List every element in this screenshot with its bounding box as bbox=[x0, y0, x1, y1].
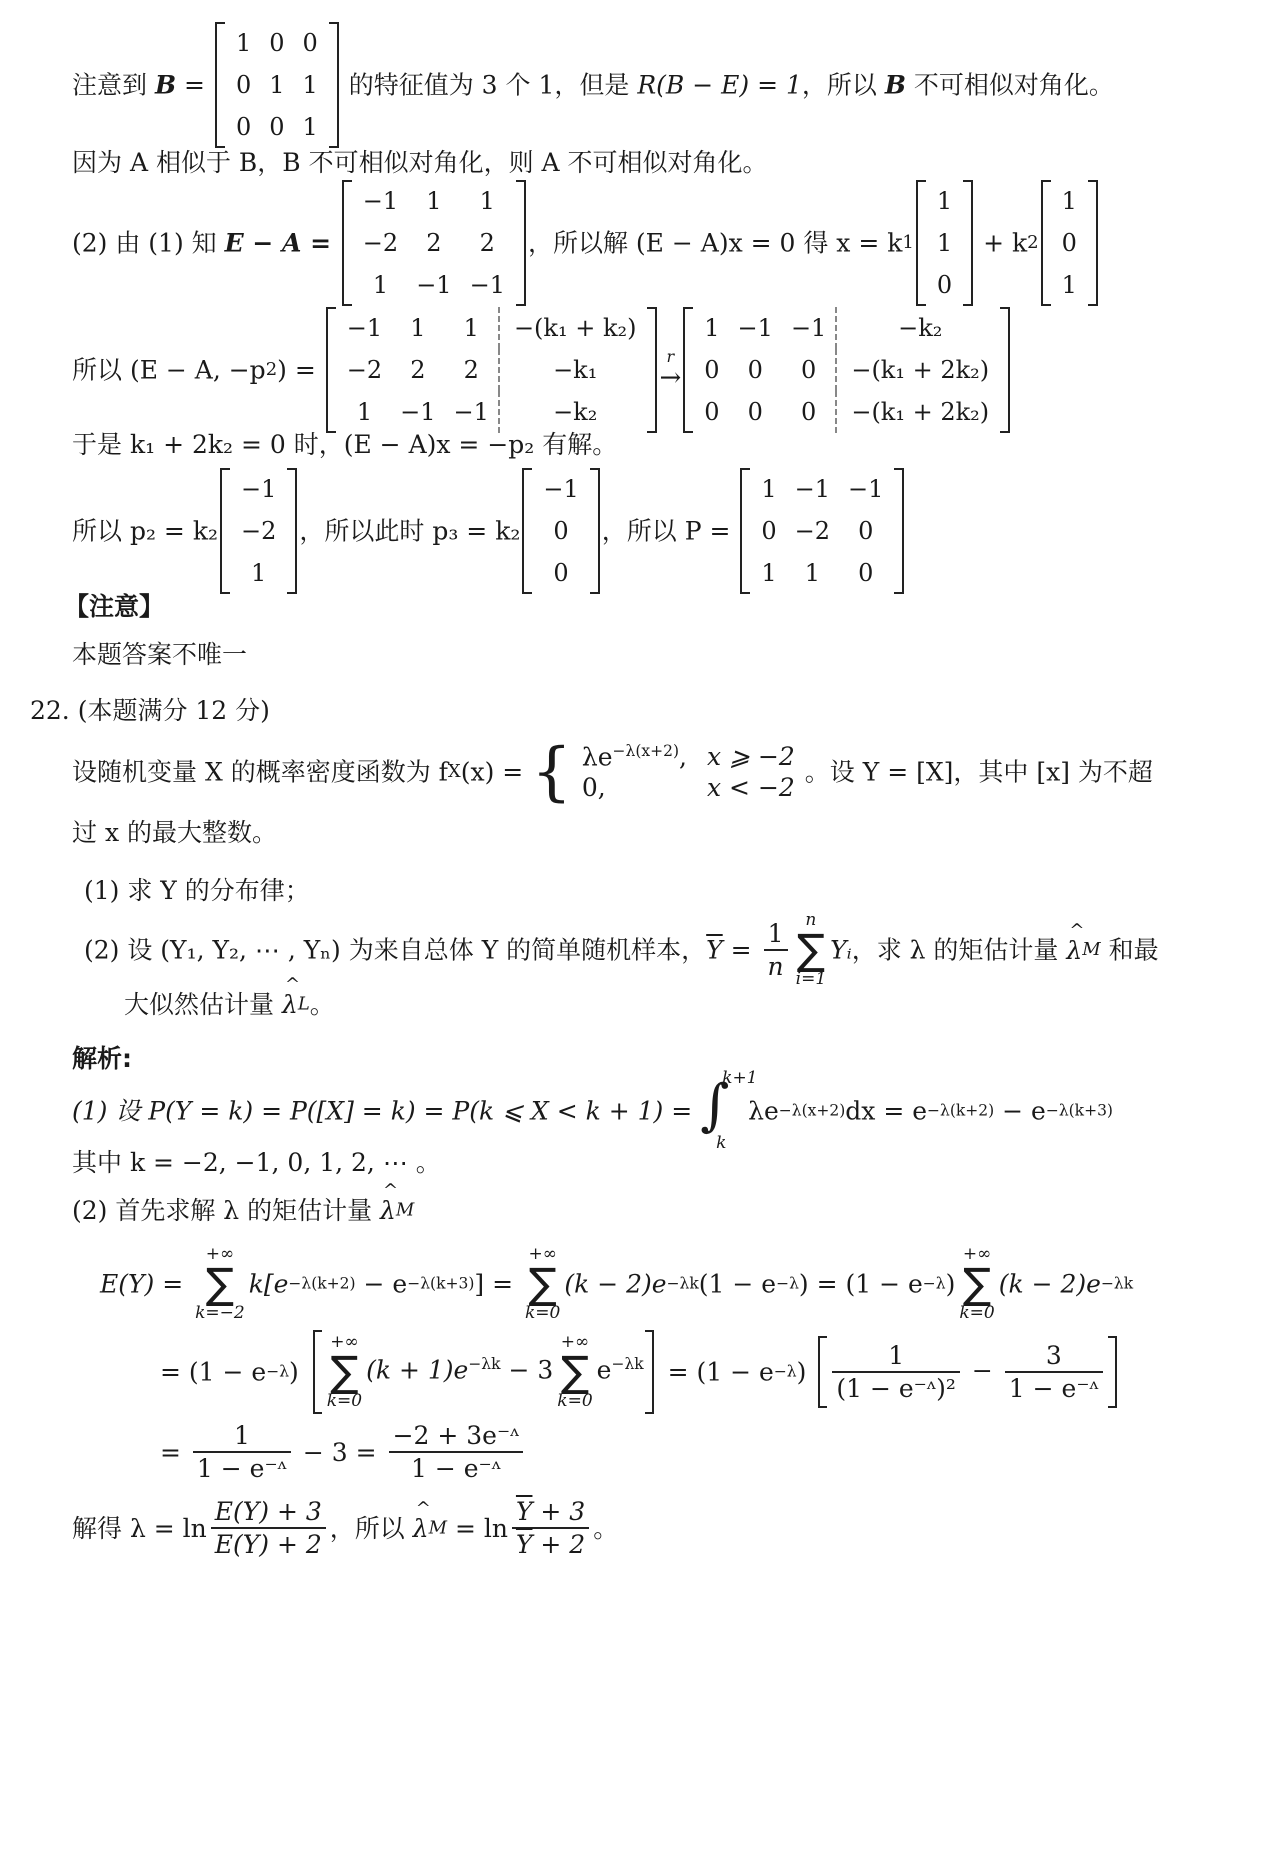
solvable-condition: 于是 k₁ + 2k₂ = 0 时，(E − A)x = −p₂ 有解。 bbox=[72, 430, 618, 459]
matrix-cell: −1 bbox=[469, 271, 505, 299]
matrix-cell: 0 bbox=[747, 398, 763, 426]
matrix-cell: 0 bbox=[269, 29, 285, 57]
question-22-title: 22. (本题满分 12 分) bbox=[30, 696, 270, 725]
matrix-cell: −1 bbox=[400, 398, 436, 426]
matrix-B bbox=[215, 22, 339, 148]
fraction-1-over-n: $\frac{1}{n}$ bbox=[764, 918, 788, 983]
matrix-cell: 0 bbox=[800, 398, 817, 426]
matrix-cell: 0 bbox=[747, 356, 763, 384]
matrix-cell: 1 bbox=[372, 271, 389, 299]
question-22-part1: (1) 求 Y 的分布律； bbox=[84, 876, 310, 905]
sum-sign: n ∑ i=1 bbox=[795, 910, 827, 989]
augmented-matrix-right bbox=[683, 307, 1010, 433]
matrix-cell: −k₁ bbox=[499, 349, 646, 391]
matrix-P bbox=[740, 468, 904, 594]
matrix-cell: −k₂ bbox=[836, 307, 998, 349]
matrix-cell: −1 bbox=[848, 475, 884, 503]
matrix-cell: 1 bbox=[1061, 187, 1077, 215]
matrix-cell: 2 bbox=[479, 229, 495, 257]
matrix-cell: 0 bbox=[704, 356, 720, 384]
matrix-cell: 0 bbox=[704, 398, 720, 426]
matrix-cell: −2 bbox=[362, 229, 399, 257]
matrix-E-minus-A bbox=[342, 180, 526, 306]
p2-p3-P: 所以 p₂ = k₂ −1 −2 1 ，所以此时 p₃ = k₂ −1 0 0 ，所以 P = 1 −1 −1 0 −2 0 1 1 0 bbox=[72, 468, 906, 594]
matrix-cell: 1 bbox=[426, 187, 442, 215]
matrix-cell: −(k₁ + k₂) bbox=[499, 307, 646, 349]
matrix-cell: −1 bbox=[240, 475, 277, 503]
matrix-cell: 0 bbox=[800, 356, 817, 384]
matrix-cell: 1 bbox=[302, 113, 318, 141]
matrix-cell: 1 bbox=[936, 229, 953, 257]
matrix-cell: 0 bbox=[553, 559, 569, 587]
matrix-cell: −(k₁ + 2k₂) bbox=[836, 391, 998, 433]
expectation-line-3: = $\frac{1}{\text{1 − e⁻ᶺ}}$ − 3 = $\frac{\text{−2 + 3e⁻ᶺ}}{\text{1 − e⁻ᶺ}}$ bbox=[160, 1420, 527, 1485]
matrix-cell: 1 bbox=[761, 559, 777, 587]
matrix-cell: −1 bbox=[794, 475, 831, 503]
matrix-cell: 1 bbox=[704, 314, 720, 342]
expectation-line-1: E(Y) = +∞ ∑ k=−2 k[e−λ(k+2) − e−λ(k+3)] = +∞ ∑ k=0 (k − 2)e−λk(1 − e−λ) = (1 − e−λ) +∞ ∑ k=0 (k − 2)e−λk bbox=[100, 1244, 1134, 1323]
matrix-cell: 2 bbox=[463, 356, 479, 384]
solution-part1-range: 其中 k = −2, −1, 0, 1, 2, ⋯ 。 bbox=[72, 1148, 441, 1177]
matrix-cell: −1 bbox=[346, 314, 383, 342]
matrix-cell: −1 bbox=[543, 475, 579, 503]
matrix-cell: −2 bbox=[346, 356, 383, 384]
cases-brace: { bbox=[531, 735, 572, 809]
note-text: 本题答案不唯一 bbox=[72, 640, 248, 669]
vector-2 bbox=[1041, 180, 1098, 306]
question-22-statement: 设随机变量 X 的概率密度函数为 fX(x) = { $\lambda e^{-\lambda(x+2)}$, x ⩾ −2 0, x < −2 。设 Y = [X]，其中 [x] 为不超 bbox=[72, 735, 1153, 809]
solution-part1: (1) 设 P(Y = k) = P([X] = k) = P(k ⩽ X < k + 1) = ∫ k+1 k λe−λ(x+2)dx = e−λ(k+2) − e−λ(k+3) bbox=[72, 1068, 1113, 1153]
question-22-part2: (2) 设 (Y₁, Y₂, ⋯ , Yₙ) 为来自总体 Y 的简单随机样本，$\overline{Y}$ = $\frac{1}{n}$ n ∑ i=1 Yᵢ，求 λ 的矩估计量 ^ λM 和最 bbox=[84, 912, 1159, 988]
matrix-cell: 0 bbox=[553, 517, 569, 545]
matrix-cell: −(k₁ + 2k₂) bbox=[836, 349, 998, 391]
matrix-cell: 0 bbox=[1061, 229, 1077, 257]
expectation-line-2: = (1 − e−λ) +∞ ∑ k=0 $(k + 1)e^{-\lambda k} - 3$ +∞ ∑ k=0 $e^{-\lambda k} = (1 - e-\lambda)$ $\frac{1}{\text{(1 − e⁻ᶺ)²}}$ − $\frac{3}{\text{1 − e⁻ᶺ}}$ bbox=[160, 1334, 1121, 1410]
matrix-cell: 1 bbox=[463, 314, 479, 342]
note-heading: 【注意】 bbox=[64, 592, 165, 621]
matrix-cell: −k₂ bbox=[499, 391, 646, 433]
matrix-cell: 1 bbox=[761, 475, 777, 503]
matrix-cell: 1 bbox=[269, 71, 285, 99]
statement-A-not-diagonalizable: 因为 A 相似于 B，B 不可相似对角化，则 A 不可相似对角化。 bbox=[72, 148, 768, 177]
matrix-cell: 2 bbox=[410, 356, 426, 384]
solution-part2-title: (2) 首先求解 λ 的矩估计量 ^ λM bbox=[72, 1196, 414, 1223]
matrix-cell: 1 bbox=[936, 187, 953, 215]
question-22-statement-line2: 过 x 的最大整数。 bbox=[72, 818, 277, 847]
matrix-cell: 1 bbox=[235, 29, 252, 57]
matrix-cell: 1 bbox=[804, 559, 820, 587]
matrix-cell: 1 bbox=[302, 71, 318, 99]
vector-p3 bbox=[522, 468, 599, 594]
matrix-cell: 0 bbox=[302, 29, 318, 57]
solution-E-minus-A: (2) 由 (1) 知 E − A = −1 1 1 −2 2 2 1 −1 −1 ，所以解 (E − A)x = 0 得 x = k1 1 1 0 + k2 1 0 1 bbox=[72, 180, 1100, 306]
matrix-cell: −2 bbox=[240, 517, 277, 545]
matrix-cell: 1 bbox=[479, 187, 495, 215]
matrix-cell: 0 bbox=[761, 517, 777, 545]
solution-heading: 解析: bbox=[72, 1044, 132, 1073]
row-reduce-arrow: r → bbox=[659, 347, 682, 393]
matrix-cell: 0 bbox=[269, 113, 285, 141]
matrix-cell: 0 bbox=[858, 517, 874, 545]
matrix-cell: 0 bbox=[858, 559, 874, 587]
matrix-cell: 0 bbox=[235, 71, 252, 99]
matrix-cell: −1 bbox=[737, 314, 773, 342]
matrix-cell: 1 bbox=[1061, 271, 1077, 299]
question-22-part2-line2: 大似然估计量 ^ λL。 bbox=[124, 990, 335, 1017]
vector-p2 bbox=[220, 468, 297, 594]
integral-sign: ∫ k+1 k bbox=[700, 1068, 758, 1153]
matrix-cell: 1 bbox=[410, 314, 426, 342]
matrix-cell: 1 bbox=[356, 398, 373, 426]
piecewise-cases: $\lambda e^{-\lambda(x+2)}$, x ⩾ −2 0, x < −2 bbox=[581, 741, 795, 803]
matrix-cell: −1 bbox=[362, 187, 399, 215]
matrix-cell: −1 bbox=[790, 314, 827, 342]
moment-estimator-result: 解得 λ = ln $\frac{E(Y) + 3}{E(Y) + 2}$ ，所以 ^ λM = ln $\frac{\overline{Y} + 3}{\overline{Y} + 2}$ 。 bbox=[72, 1496, 618, 1561]
matrix-cell: 2 bbox=[426, 229, 442, 257]
matrix-cell: 0 bbox=[235, 113, 252, 141]
augmented-matrix-reduction: 所以 (E − A, −p2) = −1 1 1 −(k₁ + k₂) −2 2 2 −k₁ 1 −1 −1 −k₂ r → 1 −1 −1 −k₂ 0 0 0 −(k₁ + 2k₂) 0 0 0 −(k₁ + 2k₂) bbox=[72, 307, 1012, 433]
matrix-cell: −1 bbox=[453, 398, 489, 426]
matrix-cell: 0 bbox=[936, 271, 953, 299]
matrix-cell: 1 bbox=[251, 559, 267, 587]
statement-B-not-diagonalizable: 注意到 B = 1 0 0 0 1 1 0 0 1 的特征值为 3 个 1，但是 R(B − E) = 1，所以 B 不可相似对角化。 bbox=[72, 22, 1114, 148]
vector-1 bbox=[916, 180, 973, 306]
augmented-matrix-left bbox=[326, 307, 658, 433]
matrix-cell: −2 bbox=[794, 517, 831, 545]
matrix-cell: −1 bbox=[416, 271, 452, 299]
